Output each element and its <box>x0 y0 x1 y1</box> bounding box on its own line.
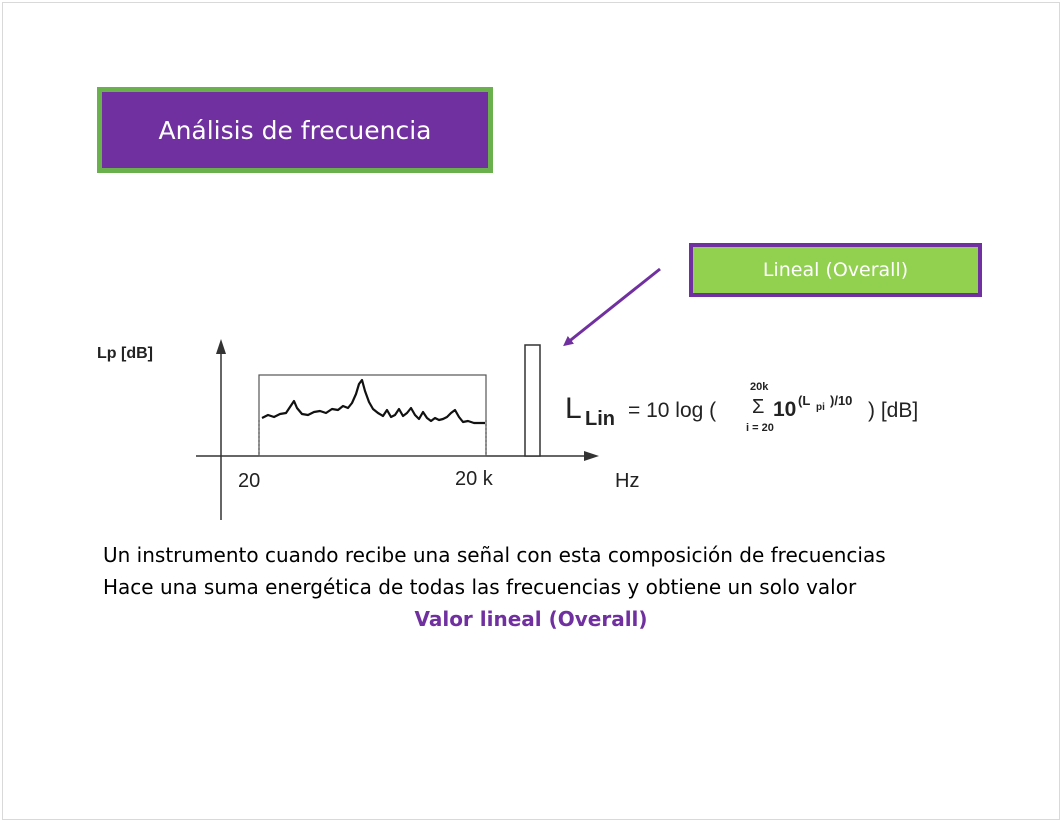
formula-sum-lower: i = 20 <box>746 422 774 434</box>
overall-bar <box>525 345 540 456</box>
callout-label: Lineal (Overall) <box>762 259 909 281</box>
formula-lhs-main: L <box>565 392 582 425</box>
formula-exp-open: (L <box>798 393 811 408</box>
body-line-1: Un instrumento cuando recibe una señal con esta composición de frecuencias <box>103 543 886 567</box>
x-tick-end: 20 k <box>455 468 493 490</box>
x-axis-arrowhead <box>584 451 599 461</box>
x-axis-unit: Hz <box>615 470 640 492</box>
formula-sum-symbol: Σ <box>752 396 765 418</box>
spectrum-trace <box>262 380 485 423</box>
formula-exp-sub: pi <box>816 402 825 413</box>
formula <box>565 381 918 434</box>
y-axis-label: Lp [dB] <box>97 345 153 362</box>
slide-title: Análisis de frecuencia <box>158 115 432 145</box>
formula-sum-upper: 20k <box>750 381 769 393</box>
formula-lhs-sub: Lin <box>585 408 615 430</box>
callout-arrow <box>567 269 660 343</box>
formula-equals: = 10 log ( <box>628 399 717 422</box>
overall-value-emphasis: Valor lineal (Overall) <box>414 607 648 631</box>
spectrum-frame <box>259 375 486 456</box>
y-axis-arrowhead <box>216 339 226 354</box>
formula-close: ) [dB] <box>868 399 919 422</box>
body-line-2: Hace una suma energética de todas las frecuencias y obtiene un solo valor <box>103 575 857 599</box>
x-tick-start: 20 <box>238 470 261 492</box>
formula-exp-close: )/10 <box>830 393 853 408</box>
formula-term: 10 <box>773 398 797 421</box>
